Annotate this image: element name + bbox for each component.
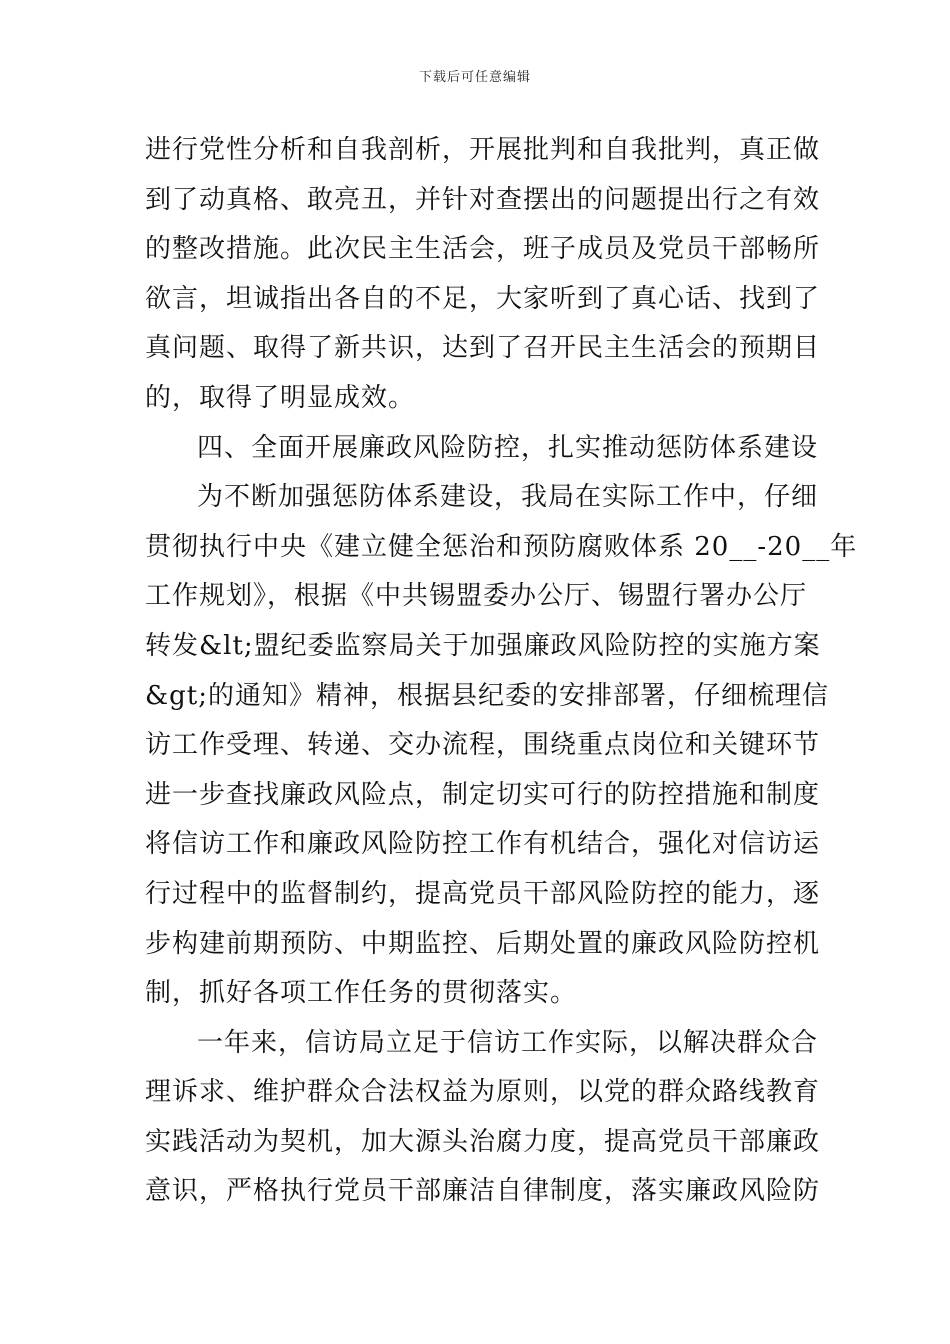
page-header: 下载后可任意编辑 [418,70,531,85]
body-line: 意识，严格执行党员干部廉洁自律制度，落实廉政风险防 [145,1176,821,1207]
body-line: 步构建前期预防、中期监控、后期处置的廉政风险防控机 [145,928,821,959]
body-line: 真问题、取得了新共识，达到了召开民主生活会的预期目 [145,333,821,364]
body-line: &gt;的通知》精神，根据县纪委的安排部署，仔细梳理信 [145,680,829,711]
body-line: 的，取得了明显成效。 [145,382,416,413]
section-heading: 四、全面开展廉政风险防控，扎实推动惩防体系建设 [197,432,819,463]
body-line: 一年来，信访局立足于信访工作实际，以解决群众合 [197,1027,819,1058]
body-line: 到了动真格、敢亮丑，并针对查摆出的问题提出行之有效 [145,184,821,215]
body-line: 进行党性分析和自我剖析，开展批判和自我批判，真正做 [145,135,821,165]
body-line: 实践活动为契机，加大源头治腐力度，提高党员干部廉政 [145,1126,821,1157]
body-line: 转发&lt;盟纪委监察局关于加强廉政风险防控的实施方案 [145,630,821,661]
body-line: 工作规划》，根据《中共锡盟委办公厅、锡盟行署办公厅 [145,581,808,612]
body-line: 制，抓好各项工作任务的贯彻落实。 [145,978,578,1009]
body-line: 为不断加强惩防体系建设，我局在实际工作中，仔细 [197,482,819,513]
body-line: 理诉求、维护群众合法权益为原则，以党的群众路线教育 [145,1077,821,1108]
body-line: 贯彻执行中央《建立健全惩治和预防腐败体系 20__-20__年 [145,531,858,562]
body-line: 行过程中的监督制约，提高党员干部风险防控的能力，逐 [145,878,821,909]
body-line: 的整改措施。此次民主生活会，班子成员及党员干部畅所 [145,234,821,265]
body-line: 欲言，坦诚指出各自的不足，大家听到了真心话、找到了 [145,283,821,314]
document-body [145,126,858,1217]
body-line: 访工作受理、转递、交办流程，围绕重点岗位和关键环节 [145,730,821,761]
body-line: 进一步查找廉政风险点，制定切实可行的防控措施和制度 [145,779,821,810]
body-line: 将信访工作和廉政风险防控工作有机结合，强化对信访运 [145,829,821,860]
